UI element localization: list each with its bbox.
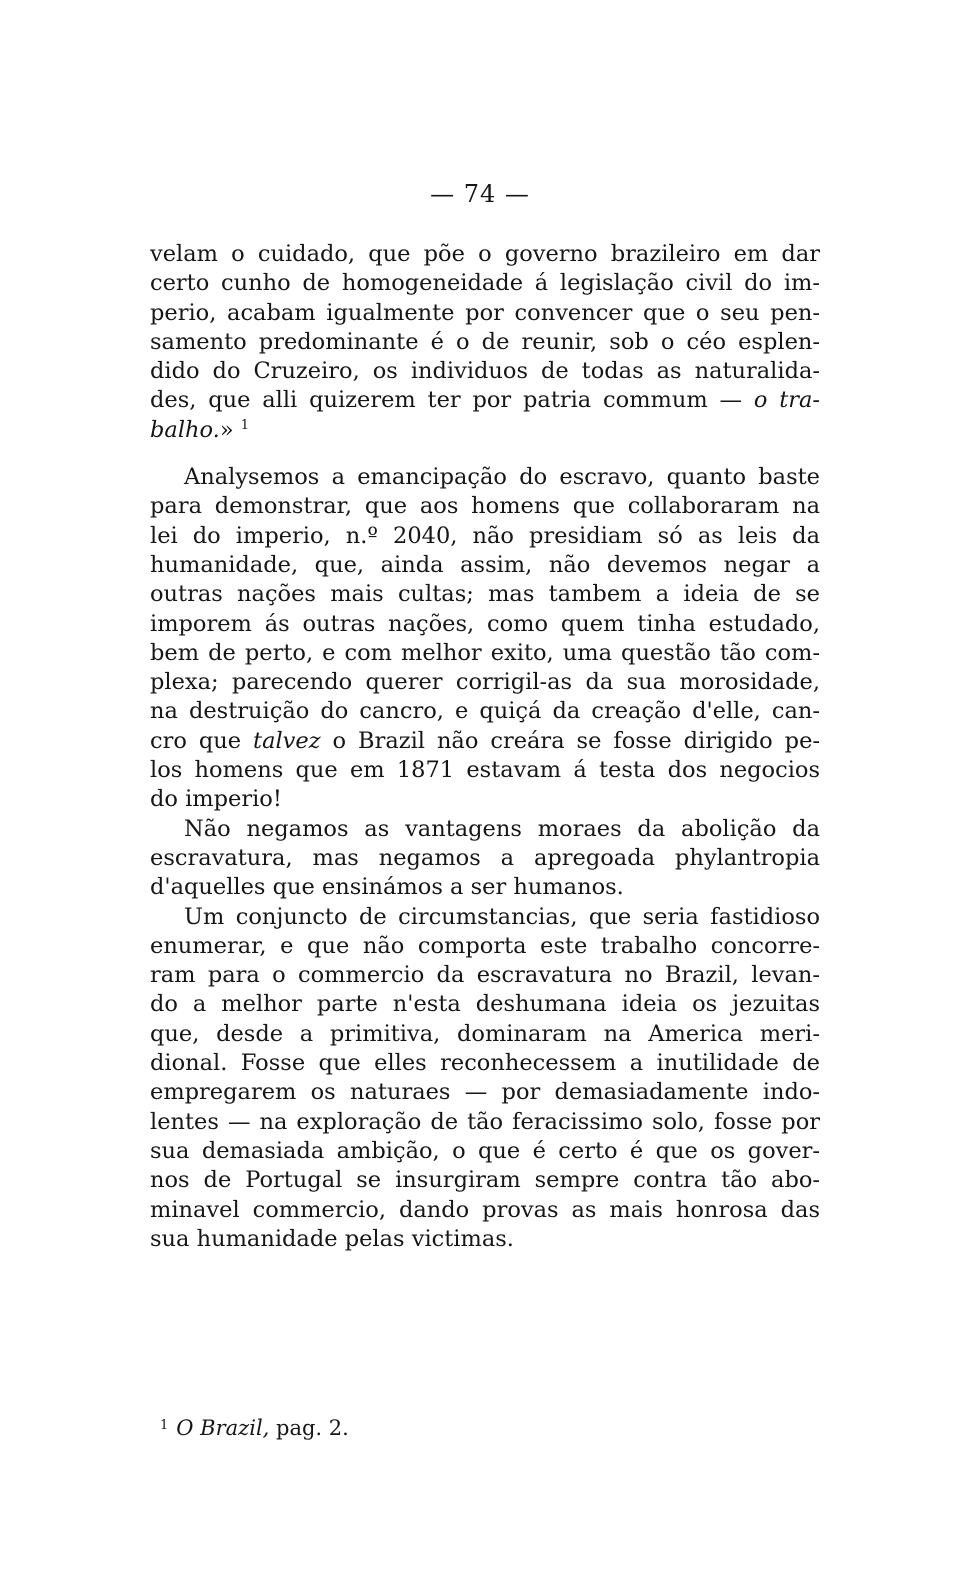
- text-line: que, desde a primitiva, dominaram na America meri-: [150, 1020, 820, 1047]
- text-line: para demonstrar, que aos homens que collaboraram na: [150, 493, 820, 520]
- text-line: enumerar, e que não comporta este trabalho concorre-: [150, 932, 820, 959]
- text-line: outras nações mais cultas; mas tambem a ideia de se: [150, 581, 820, 608]
- text-line: sua humanidade pelas victimas.: [150, 1225, 514, 1252]
- text-line: minavel commercio, dando provas as mais honrosa das: [150, 1196, 820, 1223]
- body-text: [150, 240, 820, 1254]
- text-line: Analysemos a emancipação do escravo, quanto baste: [184, 464, 820, 491]
- text-line: escravatura, mas negamos a apregoada phylantropia: [150, 844, 820, 871]
- text-line: samento predominante é o de reunir, sob o céo esplen-: [150, 328, 820, 355]
- italic-text: talvez: [253, 727, 321, 754]
- text-line: sua demasiada ambição, o que é certo é que os gover-: [150, 1137, 820, 1164]
- footnote-title: O Brazil,: [176, 1416, 270, 1440]
- text-line: Não negamos as vantagens moraes da abolição da: [184, 815, 820, 842]
- paragraph-1: [150, 240, 820, 445]
- text-line: ram para o commercio da escravatura no Brazil, levan-: [150, 962, 820, 989]
- footnote-text: pag. 2.: [269, 1416, 349, 1440]
- text-segment: o Brazil não creára se fosse dirigido pe-: [320, 727, 820, 754]
- text-line: na destruição do cancro, e quiçá da creação d'elle, can-: [150, 698, 820, 725]
- closing-quote: »: [219, 416, 234, 443]
- paragraph-2: [150, 463, 820, 815]
- text-line: velam o cuidado, que põe o governo brazileiro em dar: [150, 241, 820, 267]
- page-number: — 74 —: [430, 180, 530, 208]
- paragraph-3: [150, 815, 820, 903]
- text-line: certo cunho de homogeneidade á legislação civil do im-: [150, 270, 820, 297]
- paragraph-spacer: [150, 445, 820, 463]
- text-segment: des, que alli quizerem ter por patria commum —: [150, 387, 754, 414]
- text-line: perio, acabam igualmente por convencer que o seu pen-: [150, 299, 820, 326]
- text-line: do a melhor parte n'esta deshumana ideia os jezuitas: [150, 991, 820, 1018]
- text-line: empregarem os naturaes — por demasiadamente indo-: [150, 1079, 820, 1106]
- text-line: [150, 386, 820, 415]
- text-line: lentes — na exploração de tão feracissimo solo, fosse por: [150, 1108, 820, 1135]
- text-line: bem de perto, e com melhor exito, uma questão tão com-: [150, 639, 820, 666]
- text-line: nos de Portugal se insurgiram sempre contra tão abo-: [150, 1167, 820, 1194]
- text-line: [150, 416, 820, 445]
- text-line: [150, 727, 820, 756]
- text-line: lei do imperio, n.º 2040, não presidiam só as leis da: [150, 522, 820, 549]
- italic-text: balho.: [150, 416, 220, 443]
- text-line: los homens que em 1871 estavam á testa dos negocios: [150, 757, 820, 784]
- text-line: dional. Fosse que elles reconhecessem a inutilidade de: [150, 1050, 820, 1077]
- text-line: humanidade, que, ainda assim, não devemos negar a: [150, 551, 820, 578]
- text-line: dido do Cruzeiro, os individuos de todas as naturalida-: [150, 358, 820, 385]
- text-line: Um conjuncto de circumstancias, que seria fastidioso: [184, 903, 820, 930]
- text-segment: cro que: [150, 727, 254, 754]
- footnote-mark: 1: [160, 1418, 169, 1433]
- footnote: [160, 1412, 349, 1442]
- footnote-reference: 1: [240, 417, 250, 433]
- italic-text: o tra-: [753, 387, 821, 414]
- text-line: d'aquelles que ensinámos a ser humanos.: [150, 874, 624, 901]
- paragraph-4: [150, 903, 820, 1255]
- text-line: plexa; parecendo querer corrigil-as da sua morosidade,: [150, 669, 820, 696]
- text-line: do imperio!: [150, 786, 282, 813]
- text-line: imporem ás outras nações, como quem tinha estudado,: [150, 610, 820, 637]
